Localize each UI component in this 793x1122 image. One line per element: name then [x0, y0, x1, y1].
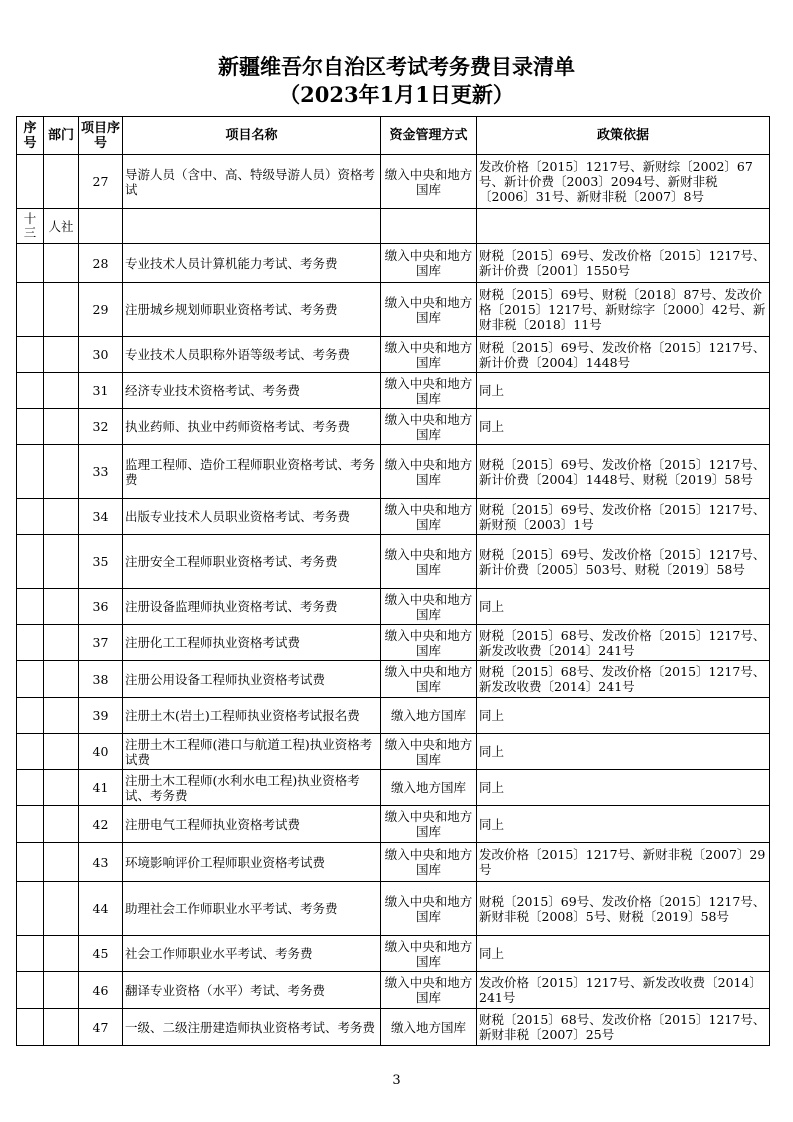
item-name-cell: 执业药师、执业中药师资格考试、考务费: [123, 409, 381, 445]
dept-cell: [44, 244, 79, 283]
policy-basis-cell: 同上: [477, 409, 770, 445]
table-row: [17, 445, 770, 499]
item-name-cell: 导游人员（含中、高、特级导游人员）资格考试: [123, 155, 381, 209]
dept-cell: [44, 882, 79, 936]
item-name-cell: 注册电气工程师执业资格考试费: [123, 806, 381, 843]
header-dept: 部门: [44, 117, 79, 155]
seq-cell: [17, 972, 44, 1009]
item-name-cell: 翻译专业资格（水平）考试、考务费: [123, 972, 381, 1009]
fund-management-cell: 缴入中央和地方国库: [381, 625, 477, 661]
fund-management-cell: 缴入中央和地方国库: [381, 589, 477, 625]
item-name-cell: 注册公用设备工程师执业资格考试费: [123, 661, 381, 698]
policy-basis-cell: 财税〔2015〕68号、发改价格〔2015〕1217号、新发改收费〔2014〕241号: [477, 661, 770, 698]
fund-management-cell: 缴入中央和地方国库: [381, 806, 477, 843]
empty-cell: [79, 209, 123, 244]
item-name-cell: 出版专业技术人员职业资格考试、考务费: [123, 499, 381, 535]
seq-cell: [17, 1009, 44, 1046]
seq-cell: [17, 589, 44, 625]
header-item-no: 项目序号: [79, 117, 123, 155]
seq-cell: [17, 843, 44, 882]
empty-cell: [477, 209, 770, 244]
table-row: [17, 936, 770, 972]
seq-cell: [17, 244, 44, 283]
dept-cell: [44, 698, 79, 734]
item-name-cell: 注册土木(岩土)工程师执业资格考试报名费: [123, 698, 381, 734]
item-number-cell: 41: [79, 770, 123, 806]
dept-cell: [44, 734, 79, 770]
item-number-cell: 36: [79, 589, 123, 625]
policy-basis-cell: 财税〔2015〕68号、发改价格〔2015〕1217号、新财非税〔2007〕25号: [477, 1009, 770, 1046]
table-row: [17, 882, 770, 936]
item-number-cell: 37: [79, 625, 123, 661]
page-number: 3: [392, 1073, 401, 1088]
fund-management-cell: 缴入中央和地方国库: [381, 445, 477, 499]
fund-management-cell: 缴入中央和地方国库: [381, 283, 477, 337]
table-row: [17, 972, 770, 1009]
table-row: [17, 373, 770, 409]
fund-management-cell: 缴入地方国库: [381, 698, 477, 734]
fund-management-cell: 缴入中央和地方国库: [381, 244, 477, 283]
seq-cell: [17, 409, 44, 445]
dept-cell: [44, 972, 79, 1009]
empty-cell: [381, 209, 477, 244]
table-row: [17, 244, 770, 283]
item-name-cell: 注册土木工程师(港口与航道工程)执业资格考试费: [123, 734, 381, 770]
item-number-cell: 35: [79, 535, 123, 589]
document-subtitle: （2023年1月1日更新）: [279, 82, 514, 107]
header-fund-management: 资金管理方式: [381, 117, 477, 155]
seq-cell: [17, 882, 44, 936]
table-row: [17, 535, 770, 589]
table-row: [17, 661, 770, 698]
item-number-cell: 32: [79, 409, 123, 445]
item-number-cell: 40: [79, 734, 123, 770]
seq-cell: [17, 283, 44, 337]
item-number-cell: 39: [79, 698, 123, 734]
dept-cell: [44, 770, 79, 806]
policy-basis-cell: 财税〔2015〕69号、发改价格〔2015〕1217号、新计价费〔2001〕1550号: [477, 244, 770, 283]
policy-basis-cell: 财税〔2015〕69号、发改价格〔2015〕1217号、新财非税〔2008〕5号、财税〔2019〕58号: [477, 882, 770, 936]
dept-cell: [44, 589, 79, 625]
item-number-cell: 30: [79, 337, 123, 373]
item-name-cell: 专业技术人员职称外语等级考试、考务费: [123, 337, 381, 373]
header-item-name: 项目名称: [123, 117, 381, 155]
item-number-cell: 29: [79, 283, 123, 337]
policy-basis-cell: 同上: [477, 936, 770, 972]
table-row: [17, 625, 770, 661]
table-row: [17, 337, 770, 373]
seq-cell: [17, 445, 44, 499]
dept-cell: [44, 445, 79, 499]
fund-management-cell: 缴入中央和地方国库: [381, 499, 477, 535]
policy-basis-cell: 财税〔2015〕69号、发改价格〔2015〕1217号、新计价费〔2004〕1448号、财税〔2019〕58号: [477, 445, 770, 499]
dept-cell: [44, 535, 79, 589]
item-name-cell: 社会工作师职业水平考试、考务费: [123, 936, 381, 972]
policy-basis-cell: 发改价格〔2015〕1217号、新财综〔2002〕67号、新计价费〔2003〕2094号、新财非税〔2006〕31号、新财非税〔2007〕8号: [477, 155, 770, 209]
fee-catalog-table: [16, 116, 770, 1046]
fund-management-cell: 缴入地方国库: [381, 770, 477, 806]
policy-basis-cell: 同上: [477, 770, 770, 806]
policy-basis-cell: 同上: [477, 806, 770, 843]
item-number-cell: 28: [79, 244, 123, 283]
dept-cell: [44, 155, 79, 209]
table-row: [17, 698, 770, 734]
item-name-cell: 环境影响评价工程师职业资格考试费: [123, 843, 381, 882]
fund-management-cell: 缴入中央和地方国库: [381, 535, 477, 589]
table-row: [17, 283, 770, 337]
fund-management-cell: 缴入中央和地方国库: [381, 936, 477, 972]
item-number-cell: 34: [79, 499, 123, 535]
fund-management-cell: 缴入中央和地方国库: [381, 661, 477, 698]
dept-cell: [44, 283, 79, 337]
table-row: [17, 589, 770, 625]
section-row: [17, 209, 770, 244]
table-row: [17, 409, 770, 445]
policy-basis-cell: 财税〔2015〕69号、发改价格〔2015〕1217号、新财预〔2003〕1号: [477, 499, 770, 535]
policy-basis-cell: 同上: [477, 698, 770, 734]
policy-basis-cell: 财税〔2015〕69号、财税〔2018〕87号、发改价格〔2015〕1217号、新财综字〔2000〕42号、新财非税〔2018〕11号: [477, 283, 770, 337]
seq-cell: [17, 337, 44, 373]
policy-basis-cell: 财税〔2015〕68号、发改价格〔2015〕1217号、新发改收费〔2014〕241号: [477, 625, 770, 661]
item-number-cell: 33: [79, 445, 123, 499]
section-index-cell: [17, 209, 44, 244]
policy-basis-cell: 财税〔2015〕69号、发改价格〔2015〕1217号、新计价费〔2005〕503号、财税〔2019〕58号: [477, 535, 770, 589]
dept-cell: [44, 499, 79, 535]
item-number-cell: 31: [79, 373, 123, 409]
seq-cell: [17, 499, 44, 535]
item-name-cell: 注册化工工程师执业资格考试费: [123, 625, 381, 661]
fund-management-cell: 缴入中央和地方国库: [381, 373, 477, 409]
item-name-cell: 注册城乡规划师职业资格考试、考务费: [123, 283, 381, 337]
dept-cell: [44, 337, 79, 373]
fund-management-cell: 缴入中央和地方国库: [381, 337, 477, 373]
fund-management-cell: 缴入中央和地方国库: [381, 734, 477, 770]
table-row: [17, 770, 770, 806]
policy-basis-cell: 发改价格〔2015〕1217号、新财非税〔2007〕29号: [477, 843, 770, 882]
policy-basis-cell: 同上: [477, 734, 770, 770]
item-name-cell: 注册设备监理师执业资格考试、考务费: [123, 589, 381, 625]
table-row: [17, 499, 770, 535]
seq-cell: [17, 698, 44, 734]
header-seq: 序号: [17, 117, 44, 155]
dept-cell: [44, 373, 79, 409]
policy-basis-cell: 同上: [477, 373, 770, 409]
item-number-cell: 46: [79, 972, 123, 1009]
item-name-cell: 助理社会工作师职业水平考试、考务费: [123, 882, 381, 936]
seq-cell: [17, 535, 44, 589]
item-name-cell: 一级、二级注册建造师执业资格考试、考务费: [123, 1009, 381, 1046]
table-row: [17, 1009, 770, 1046]
dept-cell: [44, 1009, 79, 1046]
dept-cell: [44, 936, 79, 972]
seq-cell: [17, 625, 44, 661]
seq-cell: [17, 734, 44, 770]
section-dept-cell: 人社: [44, 209, 79, 244]
dept-cell: [44, 625, 79, 661]
empty-cell: [123, 209, 381, 244]
item-number-cell: 45: [79, 936, 123, 972]
document-title: 新疆维吾尔自治区考试考务费目录清单: [218, 54, 575, 79]
item-name-cell: 监理工程师、造价工程师职业资格考试、考务费: [123, 445, 381, 499]
fund-management-cell: 缴入中央和地方国库: [381, 155, 477, 209]
table-header-row: [17, 117, 770, 155]
item-number-cell: 27: [79, 155, 123, 209]
fund-management-cell: 缴入中央和地方国库: [381, 409, 477, 445]
item-number-cell: 44: [79, 882, 123, 936]
table-row: [17, 806, 770, 843]
policy-basis-cell: 发改价格〔2015〕1217号、新发改收费〔2014〕241号: [477, 972, 770, 1009]
fund-management-cell: 缴入中央和地方国库: [381, 882, 477, 936]
seq-cell: [17, 806, 44, 843]
item-name-cell: 注册安全工程师职业资格考试、考务费: [123, 535, 381, 589]
table-row: [17, 734, 770, 770]
item-number-cell: 43: [79, 843, 123, 882]
item-name-cell: 经济专业技术资格考试、考务费: [123, 373, 381, 409]
seq-cell: [17, 936, 44, 972]
item-number-cell: 42: [79, 806, 123, 843]
table-row: [17, 843, 770, 882]
dept-cell: [44, 806, 79, 843]
policy-basis-cell: 同上: [477, 589, 770, 625]
table-row: [17, 155, 770, 209]
seq-cell: [17, 770, 44, 806]
dept-cell: [44, 409, 79, 445]
item-name-cell: 专业技术人员计算机能力考试、考务费: [123, 244, 381, 283]
seq-cell: [17, 373, 44, 409]
item-number-cell: 47: [79, 1009, 123, 1046]
dept-cell: [44, 661, 79, 698]
item-name-cell: 注册土木工程师(水利水电工程)执业资格考试、考务费: [123, 770, 381, 806]
fund-management-cell: 缴入中央和地方国库: [381, 972, 477, 1009]
dept-cell: [44, 843, 79, 882]
policy-basis-cell: 财税〔2015〕69号、发改价格〔2015〕1217号、新计价费〔2004〕1448号: [477, 337, 770, 373]
item-number-cell: 38: [79, 661, 123, 698]
fund-management-cell: 缴入地方国库: [381, 1009, 477, 1046]
section-index: 十三: [23, 211, 37, 240]
seq-cell: [17, 661, 44, 698]
seq-cell: [17, 155, 44, 209]
header-policy-basis: 政策依据: [477, 117, 770, 155]
fund-management-cell: 缴入中央和地方国库: [381, 843, 477, 882]
